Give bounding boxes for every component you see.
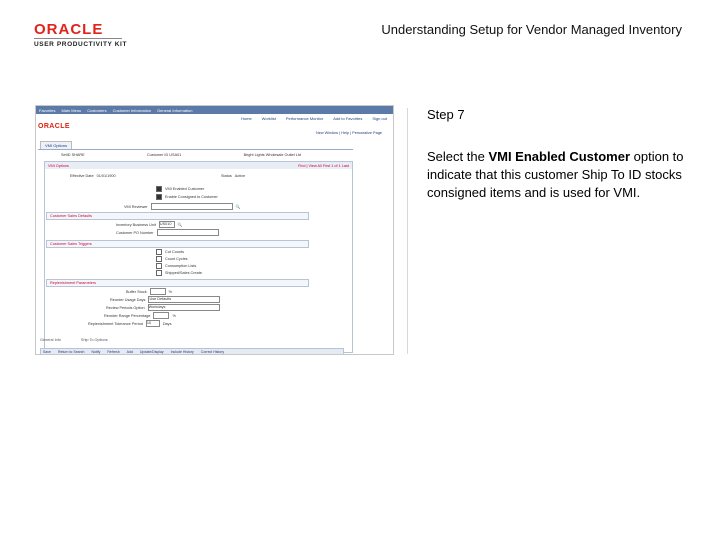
logo-rule (34, 38, 122, 39)
status-value: Active (234, 174, 246, 178)
setid-label: SetID (61, 153, 71, 157)
reorder-usage-value: Use Defaults (149, 297, 172, 301)
consigned-row (156, 194, 218, 200)
return-to-search-button[interactable]: Return to Search (57, 350, 85, 354)
step-instruction (427, 148, 692, 202)
repl-row-buffer (126, 288, 172, 295)
logo-brand: ORACLE (34, 21, 104, 38)
trigger-cut-counts-label: Cut Counts (165, 250, 184, 254)
consigned-checkbox[interactable] (156, 194, 162, 200)
instruction-pre: Select the (427, 149, 489, 164)
correct-history-button[interactable]: Correct History (200, 350, 225, 354)
customer-header (61, 153, 301, 157)
update-display-button[interactable]: Update/Display (139, 350, 164, 354)
nav-worklist[interactable]: Worklist (261, 115, 276, 121)
reorder-usage-select[interactable] (148, 296, 220, 303)
buffer-stock-input[interactable] (150, 288, 166, 295)
inventory-bu-value: US010 (159, 222, 172, 226)
vmi-enabled-label: VMI Enabled Customer (165, 187, 205, 191)
setid-value: SHARE (71, 153, 85, 157)
lookup-icon[interactable]: 🔍 (235, 205, 241, 209)
trigger-row-cut-counts (156, 249, 184, 255)
consigned-label: Enable Consigned to Customer (165, 195, 218, 199)
vmi-enabled-checkbox[interactable] (156, 186, 162, 192)
reorder-range-input[interactable] (153, 312, 169, 319)
step-label: Step 7 (427, 107, 465, 122)
breadcrumb-customer-information[interactable]: Customer Information (112, 107, 152, 113)
trigger-consumption-checkbox[interactable] (156, 263, 162, 269)
tolerance-unit: Days (162, 321, 172, 326)
panel-nav[interactable]: Find | View All First 1 of 1 Last (298, 163, 349, 168)
repl-row-tolerance (88, 320, 171, 327)
notify-button[interactable]: Notify (91, 350, 101, 354)
repl-row-reorder (110, 296, 220, 303)
inventory-bu-lookup-icon[interactable]: 🔍 (177, 223, 183, 227)
app-logo: ORACLE (38, 123, 70, 130)
status-row (221, 174, 245, 178)
customer-id-label: Customer ID (146, 153, 169, 157)
inventory-bu-row (116, 221, 183, 228)
panel-header (45, 162, 352, 169)
section-customer-sales-triggers: Customer Sales Triggers (46, 240, 309, 248)
range-pct: % (172, 313, 176, 318)
customer-po-label: Customer PO Number (116, 230, 154, 235)
trigger-consumption-label: Consumption Lists (165, 264, 197, 268)
section-customer-sales-defaults: Customer Sales Defaults (46, 212, 309, 220)
status-label: Status (221, 174, 232, 178)
breadcrumb-customers[interactable]: Customers (87, 107, 107, 113)
trigger-row-consumption (156, 263, 196, 269)
breadcrumb-general-information[interactable]: General Information (157, 107, 193, 113)
customer-id-value: USA01 (169, 153, 182, 157)
repl-row-range (104, 312, 176, 319)
trigger-row-shipped (156, 270, 202, 276)
review-periods-value: Workdays (148, 305, 166, 309)
nav-home[interactable]: Home (241, 115, 252, 121)
effective-date-value[interactable]: 01/01/1900 (96, 174, 116, 178)
instruction-bold: VMI Enabled Customer (488, 149, 631, 164)
breadcrumb-main-menu[interactable]: Main Menu (61, 107, 82, 113)
header-nav (36, 114, 393, 122)
document-title: Understanding Setup for Vendor Managed Inventory (381, 22, 682, 37)
nav-sign-out[interactable]: Sign out (372, 115, 387, 121)
nav-performance-monitor[interactable]: Performance Monitor (285, 115, 324, 121)
trigger-count-cycles-checkbox[interactable] (156, 256, 162, 262)
inventory-bu-input[interactable] (159, 221, 175, 228)
reorder-range-label: Reorder Range Percentage (104, 313, 151, 318)
include-history-button[interactable]: Include History (170, 350, 194, 354)
effective-date-row (70, 174, 116, 178)
review-periods-label: Review Periods Option (106, 305, 145, 310)
footer-general-info[interactable]: General Info (40, 338, 61, 342)
vertical-divider (407, 108, 408, 354)
logo-subtitle: USER PRODUCTIVITY KIT (34, 41, 128, 48)
repl-row-review (106, 304, 220, 311)
tolerance-label: Replenishment Tolerance Period (88, 321, 143, 326)
vmi-reviewer-label: VMI Reviewer (124, 204, 148, 209)
reorder-usage-label: Reorder Usage Days (110, 297, 146, 302)
oracle-upk-logo (34, 21, 128, 48)
review-periods-select[interactable] (148, 304, 220, 311)
effective-date-label: Effective Date (70, 174, 94, 178)
save-button[interactable]: Save (43, 350, 51, 354)
vmi-enabled-row (156, 186, 204, 192)
customer-po-row (116, 229, 219, 236)
customer-name: Bright Lights Wholesale Outlet Ltd (243, 153, 301, 157)
buffer-pct: % (168, 289, 173, 294)
tab-vmi-options[interactable]: VMI Options (40, 141, 72, 149)
instruction-post: option to indicate that this customer Ship To ID stocks consigned items and is used for VMI. (427, 149, 684, 200)
buffer-stock-label: Buffer Stock (126, 289, 147, 294)
nav-add-to-favorites[interactable]: Add to Favorites (333, 115, 363, 121)
breadcrumb-favorites[interactable]: Favorites (39, 107, 56, 113)
trigger-shipped-label: Shipped/Sales Create (165, 271, 202, 275)
refresh-button[interactable]: Refresh (107, 350, 120, 354)
panel-title: VMI Options (48, 163, 69, 168)
customer-po-input[interactable] (157, 229, 219, 236)
breadcrumb-bar (36, 106, 393, 114)
bottom-toolbar (40, 348, 344, 355)
trigger-count-cycles-label: Count Cycles (165, 257, 188, 261)
vmi-reviewer-input[interactable] (151, 203, 233, 210)
app-screenshot (35, 105, 394, 355)
trigger-cut-counts-checkbox[interactable] (156, 249, 162, 255)
page-footer-links (40, 338, 108, 342)
footer-ship-to-options[interactable]: Ship To Options (80, 338, 108, 342)
section-replenishment-parameters: Replenishment Parameters (46, 279, 309, 287)
trigger-shipped-checkbox[interactable] (156, 270, 162, 276)
page-links[interactable]: New Window | Help | Personalize Page (316, 131, 382, 135)
vmi-reviewer-row (124, 203, 240, 210)
add-button[interactable]: Add (126, 350, 133, 354)
tolerance-value: 10 (146, 321, 152, 325)
tab-divider (38, 149, 353, 150)
tolerance-input[interactable] (146, 320, 160, 327)
trigger-row-count-cycles (156, 256, 188, 262)
inventory-bu-label: Inventory Business Unit (116, 222, 156, 227)
